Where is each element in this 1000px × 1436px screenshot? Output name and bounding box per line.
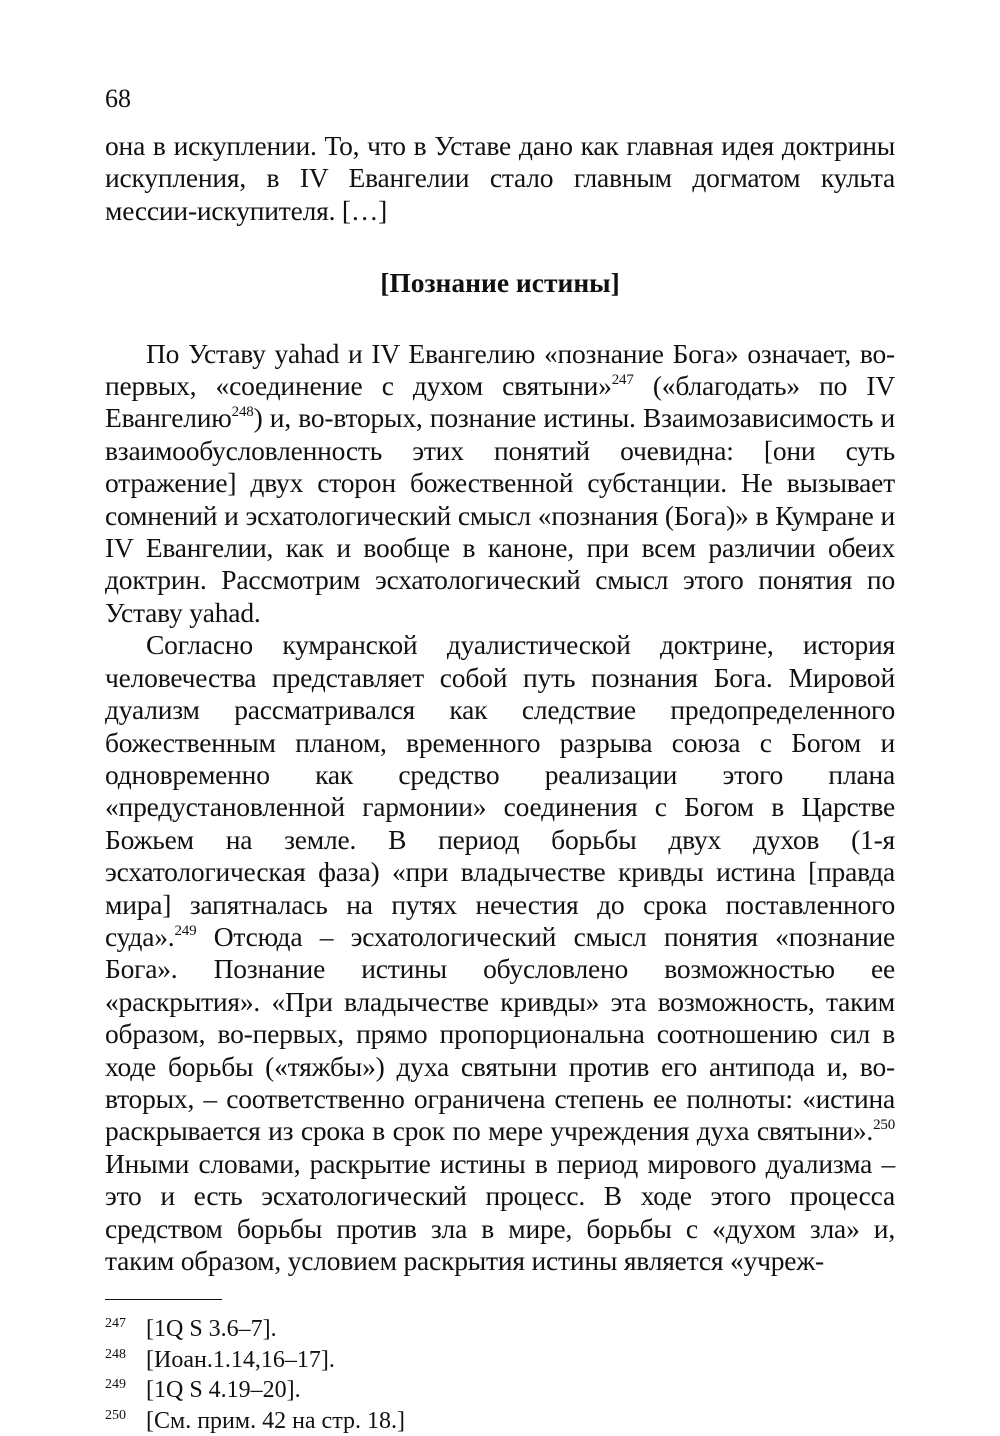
paragraph-3 xyxy=(105,629,895,1277)
paragraph-2-text-3: ) и, во-вторых, познание истины. Взаимозависимость и взаимообусловленность этих понятий очевидна: [они суть отражение] двух сторон божественной субстанции. Не вызывает сомнений и эсхатологический смысл «познания (Бога)» в Кумране и IV Евангелии, как и вообще в каноне, при всем различии обеих доктрин. Рассмотрим эсхатологический смысл этого понятия по Уставу yahad. xyxy=(105,402,895,628)
footnote-ref-247[interactable]: 247 xyxy=(611,372,634,389)
paragraph-3-text-2: Отсюда – эсхатологический смысл понятия «познание Бога». Познание истины обусловлено возможностью ее «раскрытия». «При владычестве кривды» эта возможность, таким образом, во-первых, прямо пропорциональна соотношению сил в ходе борьбы («тяжбы») духа святыни против его антипода и, во-вторых, – соответственно ограничена степень ее полноты: «истина раскрывается из срока в срок по мере учреждения духа святыни». xyxy=(105,920,895,1147)
page-number: 68 xyxy=(105,84,131,113)
footnote-247: 247 [1Q S 3.6–7]. xyxy=(105,1316,277,1343)
section-heading: [Познание истины] xyxy=(380,267,620,299)
footnote-ref-248[interactable]: 248 xyxy=(231,404,254,421)
paragraph-2-text-2: («благодать» по IV Евангелию xyxy=(105,370,895,434)
footnote-text: [См. прим. 42 на стр. 18.] xyxy=(146,1407,405,1434)
paragraph-2 xyxy=(105,338,895,630)
footnote-text: [Иоан.1.14,16–17]. xyxy=(146,1346,335,1373)
footnotes xyxy=(105,1314,895,1436)
footnote-248: 248 [Иоан.1.14,16–17]. xyxy=(105,1346,335,1373)
paragraph-3-text-3: Иными словами, раскрытие истины в период мирового дуализма – это и есть эсхатологический процесс. В ходе этого процесса средством борьбы против зла в мире, борьбы с «духом зла» и, таким образом, условием раскрытия истины является «учреж- xyxy=(105,1147,895,1276)
footnote-text: [1Q S 4.19–20]. xyxy=(146,1377,301,1404)
footnote-250: 250 [См. прим. 42 на стр. 18.] xyxy=(105,1407,405,1434)
footnote-ref-250[interactable]: 250 xyxy=(873,1117,895,1134)
page-body xyxy=(105,82,895,1436)
footnote-ref-249[interactable]: 249 xyxy=(174,922,197,939)
paragraph-2-text-1: По Уставу yahad и IV Евангелию «познание Бога» означает, во-первых, «соединение с духом святыни» xyxy=(105,337,895,402)
footnote-text: [1Q S 3.6–7]. xyxy=(146,1316,277,1343)
footnote-divider xyxy=(105,1299,222,1300)
footnote-249: 249 [1Q S 4.19–20]. xyxy=(105,1377,301,1404)
paragraph-3-text-1: Согласно кумранской дуалистической доктрине, история человечества представляет собой путь познания Бога. Мировой дуализм рассматривался как следствие предопределенного божественным планом, временного разрыва союза с Богом и одновременно как средство реализации этого плана «предустановленной гармонии» соединения с Богом в Царстве Божьем на земле. В период борьбы двух духов (1-я эсхатологическая фаза) «при владычестве кривды истина [правда мира] запятналась на путях нечестия до срока поставленного суда». xyxy=(105,629,895,952)
paragraph-1: она в искуплении. То, что в Уставе дано как главная идея доктрины искупления, в IV Евангелии стало главным догматом культа мессии-искупителя. […] xyxy=(105,130,895,226)
